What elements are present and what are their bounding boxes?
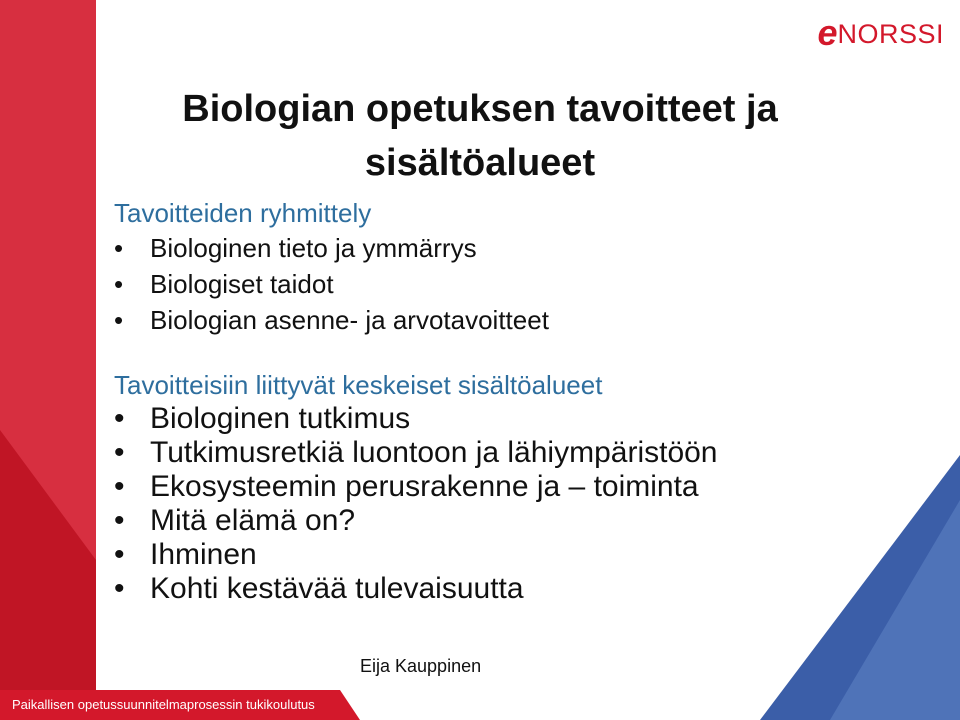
section-content-areas xyxy=(114,368,718,606)
logo-text: NORSSI xyxy=(837,19,944,49)
section-heading: Tavoitteisiin liittyvät keskeiset sisältöalueet xyxy=(114,370,603,400)
author-name: Eija Kauppinen xyxy=(360,656,482,676)
list-item: • Mitä elämä on? xyxy=(114,504,718,538)
list-item: • Ihminen xyxy=(114,538,718,572)
enorssi-logo xyxy=(817,12,944,53)
logo-mark: e xyxy=(817,12,838,53)
slide-title: Biologian opetuksen tavoitteet ja sisältöalueet xyxy=(182,88,778,184)
list-item: • Biologinen tieto ja ymmärrys xyxy=(114,230,549,266)
list-item: • Ekosysteemin perusrakenne ja – toiminta xyxy=(114,470,718,504)
section-goal-groups xyxy=(114,196,549,338)
bullet-list xyxy=(114,402,718,606)
footer-text: Paikallisen opetussuunnitelmaprosessin tukikoulutus xyxy=(12,697,315,712)
list-item: • Biologiset taidot xyxy=(114,266,549,302)
list-item: • Kohti kestävää tulevaisuutta xyxy=(114,572,718,606)
list-item: • Biologinen tutkimus xyxy=(114,402,718,436)
section-heading: Tavoitteiden ryhmittely xyxy=(114,198,372,228)
list-item: • Biologian asenne- ja arvotavoitteet xyxy=(114,302,549,338)
bullet-list xyxy=(114,230,549,338)
list-item: • Tutkimusretkiä luontoon ja lähiympäristöön xyxy=(114,436,718,470)
